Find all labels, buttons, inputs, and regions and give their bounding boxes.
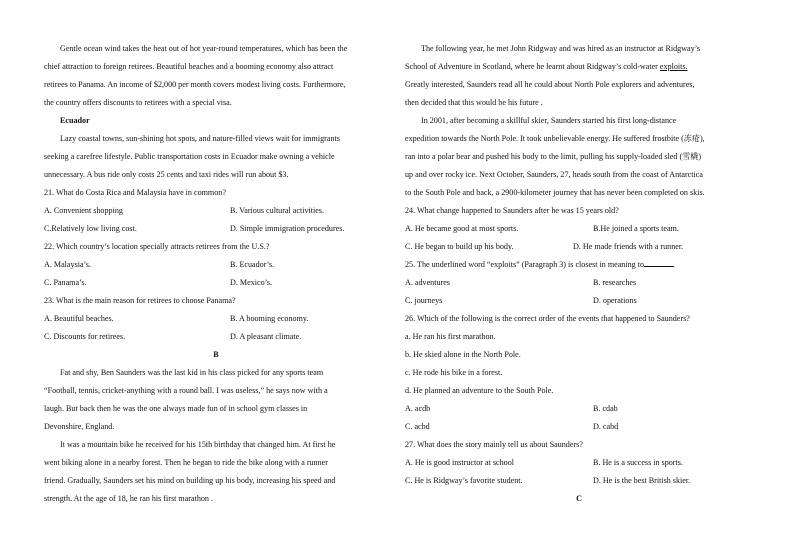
option-c: C. He is Ridgway’s favorite student. xyxy=(405,476,523,485)
answer-blank xyxy=(644,257,674,267)
paragraph-line: In 2001, after becoming a skillful skier, Saunders started his first long-distance xyxy=(421,116,677,125)
option-d: D. cabd xyxy=(593,422,619,431)
question-24-options xyxy=(405,238,753,256)
option-d: D. A pleasant climate. xyxy=(230,332,302,341)
section-b-heading: B xyxy=(213,350,219,359)
question-23-options xyxy=(44,310,388,328)
question-23-options xyxy=(44,328,388,346)
option-a: A. Convenient shopping xyxy=(44,206,123,215)
question-24: 24. What change happened to Saunders after he was 15 years old? xyxy=(405,206,619,215)
option-c: C. Panama’s. xyxy=(44,278,87,287)
question-26-options xyxy=(405,418,753,436)
left-column xyxy=(44,40,388,508)
option-a: A. acdb xyxy=(405,404,431,413)
option-a: A. adventures xyxy=(405,278,450,287)
paragraph-line: The following year, he met John Ridgway and was hired as an instructor at Ridgway’s xyxy=(421,44,701,53)
paragraph-line: strength. At the age of 18, he ran his first marathon . xyxy=(44,494,214,503)
right-column xyxy=(405,40,753,508)
option-b: B. A booming economy. xyxy=(230,314,309,323)
option-a: A. Beautiful beaches. xyxy=(44,314,114,323)
option-b: B.He joined a sports team. xyxy=(593,224,679,233)
question-21-options xyxy=(44,202,388,220)
paragraph-line: ran into a polar bear and pushed his body to the limit, pulling his supply-loaded sled (雪橇) xyxy=(405,152,702,161)
paragraph-line: the country offers discounts to retirees with a special visa. xyxy=(44,98,232,107)
paragraph-line: to the South Pole and back, a 2900-kilometer journey that has never been completed on skis. xyxy=(405,188,705,197)
option-d: D. He made friends with a runner. xyxy=(573,242,684,251)
question-26-options xyxy=(405,400,753,418)
subheading-ecuador: Ecuador xyxy=(60,116,90,125)
option-c: C. journeys xyxy=(405,296,443,305)
paragraph-line: chief attraction to foreign retirees. Beautiful beaches and a booming economy also attract xyxy=(44,62,334,71)
underlined-word-exploits: exploits. xyxy=(659,62,688,71)
paragraph-line: friend. Gradually, Saunders set his mind on building up his body, increasing his speed and xyxy=(44,476,336,485)
option-d: D. He is the best British skier. xyxy=(593,476,691,485)
paragraph-line: seeking a carefree lifestyle. Public transportation costs in Ecuador make owning a vehicle xyxy=(44,152,335,161)
paragraph-line: It was a mountain bike he received for his 15th birthday that changed him. At first he xyxy=(60,440,336,449)
paragraph-line: “Football, tennis, cricket-anything with a round ball. I was useless,” he says now with a xyxy=(44,386,328,395)
option-a: A. He is good instructor at school xyxy=(405,458,515,467)
paragraph-line: unnecessary. A bus ride only costs 25 cents and taxi rides will run about $3. xyxy=(44,170,289,179)
option-c: C. Discounts for retirees. xyxy=(44,332,126,341)
question-25-text: 25. The underlined word “exploits” (Paragraph 3) is closest in meaning to xyxy=(405,260,645,269)
paragraph-line: Fat and shy, Ben Saunders was the last kid in his class picked for any sports team xyxy=(60,368,324,377)
event-item: b. He skied alone in the North Pole. xyxy=(405,350,521,359)
question-22-options xyxy=(44,274,388,292)
option-d: D. operations xyxy=(593,296,637,305)
option-b: B. He is a success in sports. xyxy=(593,458,683,467)
question-22: 22. Which country’s location specially attracts retirees from the U.S.? xyxy=(44,242,270,251)
paragraph-text: School of Adventure in Scotland, where he learnt about Ridgway’s cold-water xyxy=(405,62,660,71)
question-21: 21. What do Costa Rica and Malaysia have in common? xyxy=(44,188,226,197)
question-22-options xyxy=(44,256,388,274)
section-c-heading: C xyxy=(576,494,582,503)
paragraph-line: Gentle ocean wind takes the heat out of hot year-round temperatures, which has been the xyxy=(60,44,348,53)
option-a: A. He became good at most sports. xyxy=(405,224,519,233)
paragraph-line: Lazy coastal towns, sun-shining hot spots, and nature-filled views wait for immigrants xyxy=(60,134,340,143)
paragraph-line: Greatly interested, Saunders read all he could about North Pole explorers and adventures, xyxy=(405,80,695,89)
option-c: C. acbd xyxy=(405,422,430,431)
question-25 xyxy=(405,256,753,274)
event-item: a. He ran his first marathon. xyxy=(405,332,496,341)
option-d: D. Mexico’s. xyxy=(230,278,273,287)
question-21-options xyxy=(44,220,388,238)
question-25-options xyxy=(405,274,753,292)
question-27-options xyxy=(405,472,753,490)
paragraph-line xyxy=(405,58,753,76)
paragraph-line: expedition towards the North Pole. It took unbelievable energy. He suffered frostbite (冻疮), xyxy=(405,134,705,143)
option-d: D. Simple immigration procedures. xyxy=(230,224,345,233)
paragraph-line: then decided that this would be his future . xyxy=(405,98,543,107)
option-c: C. He began to build up his body. xyxy=(405,242,514,251)
question-26: 26. Which of the following is the correct order of the events that happened to Saunders? xyxy=(405,314,690,323)
event-item: d. He planned an adventure to the South Pole. xyxy=(405,386,554,395)
option-b: B. Various cultural activities. xyxy=(230,206,325,215)
option-a: A. Malaysia’s. xyxy=(44,260,91,269)
option-b: B. cdab xyxy=(593,404,618,413)
option-b: B. researches xyxy=(593,278,637,287)
option-c: C.Relatively low living cost. xyxy=(44,224,137,233)
question-23: 23. What is the main reason for retirees to choose Panama? xyxy=(44,296,236,305)
question-24-options xyxy=(405,220,753,238)
paragraph-line: retirees to Panama. An income of $2,000 per month covers modest living costs. Furthermore, xyxy=(44,80,346,89)
question-27-options xyxy=(405,454,753,472)
paragraph-line: went biking alone in a nearby forest. Then he began to ride the bike along with a runner xyxy=(44,458,328,467)
option-b: B. Ecuador’s. xyxy=(230,260,275,269)
paragraph-line: laugh. But back then he was the one always made fun of in school gym classes in xyxy=(44,404,308,413)
paragraph-line: Devonshire, England. xyxy=(44,422,115,431)
event-item: c. He rode his bike in a forest. xyxy=(405,368,503,377)
question-27: 27. What does the story mainly tell us about Saunders? xyxy=(405,440,583,449)
question-25-options xyxy=(405,292,753,310)
paragraph-line: up and over rocky ice. Next October, Saunders, 27, heads south from the coast of Antarctica xyxy=(405,170,703,179)
